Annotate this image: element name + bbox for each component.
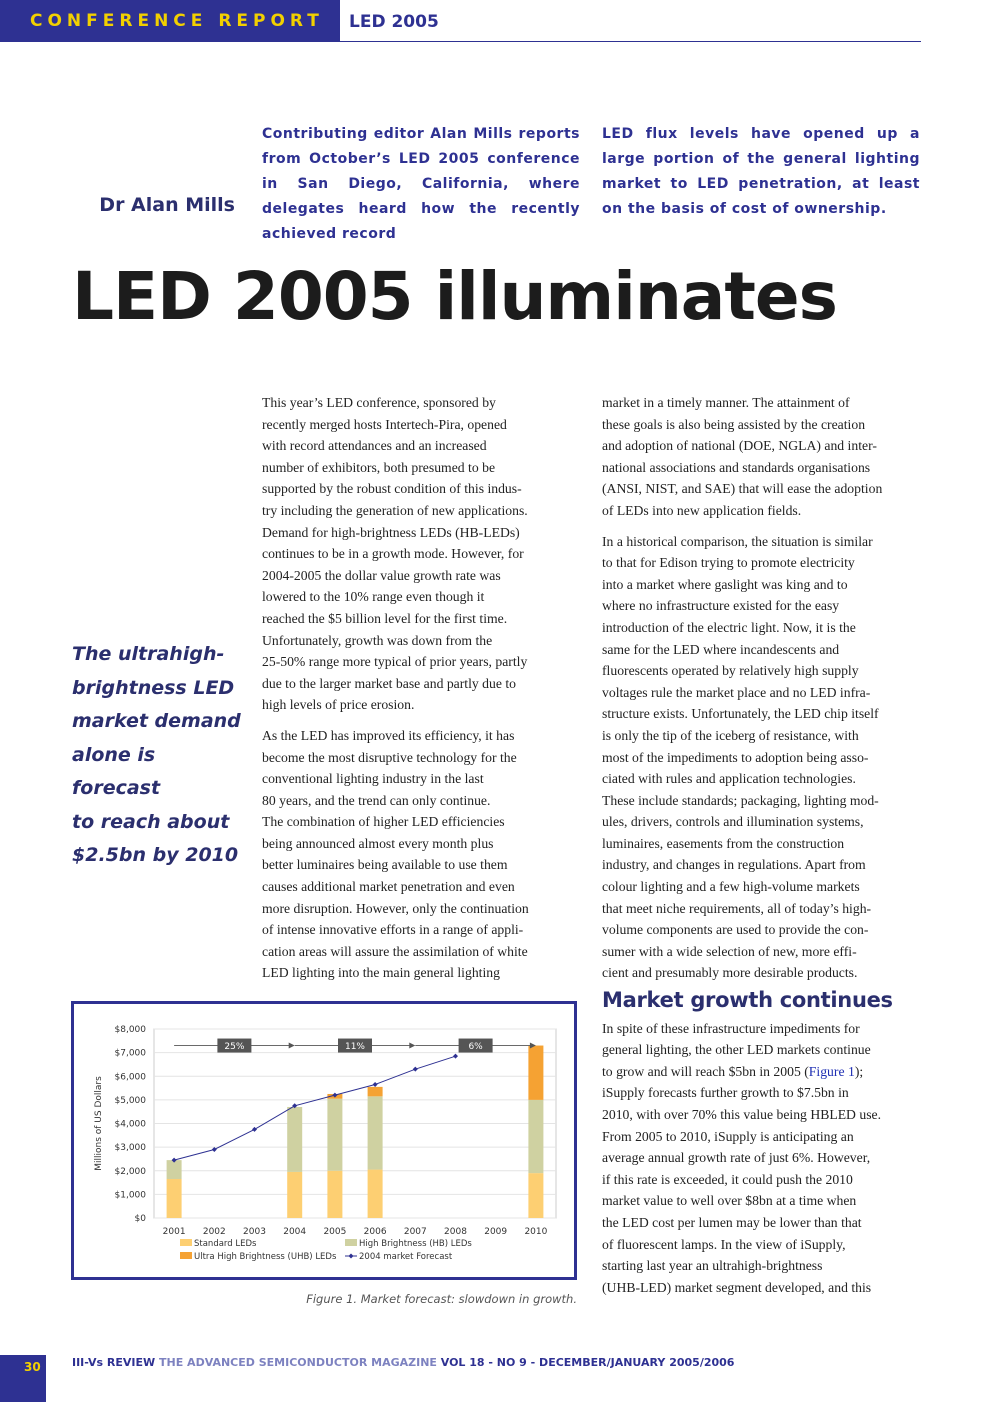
- legend-swatch-hb: [345, 1239, 357, 1246]
- article-headline: LED 2005 illuminates: [72, 258, 837, 335]
- header-label: CONFERENCE REPORT: [30, 11, 324, 31]
- x-tick-label: 2010: [524, 1227, 548, 1237]
- figure-1-link[interactable]: Figure 1: [808, 1063, 855, 1079]
- body-paragraph-2: As the LED has improved its efficiency, it has become the most disruptive technology for the conventional lighting industry in the last 80 years, and the trend can only continue. The combination of higher LED efficiencies being announced almost every month plus better luminaires being available to use them causes additional market penetration and even more disruption. However, only the continuation of intense innovative efforts in a range of appli- cation areas will assure the assimilation of white LED lighting into the main general lighting: [262, 727, 529, 981]
- market-forecast-chart: [74, 1004, 574, 1277]
- pull-quote-text: The ultrahigh- brightness LED market demand alone is forecast to reach about $2.5bn by 2010: [72, 643, 241, 866]
- body-column-2: [602, 392, 927, 1298]
- bar-standard-2010: [528, 1173, 543, 1218]
- bar-standard-2006: [368, 1170, 383, 1218]
- y-tick-label: $2,000: [114, 1166, 146, 1177]
- legend-swatch-forecast-marker: [349, 1254, 354, 1259]
- y-tick-label: $4,000: [114, 1119, 146, 1130]
- legend-swatch-uhb: [180, 1252, 192, 1259]
- y-tick-label: $1,000: [114, 1190, 146, 1201]
- bar-hb-2001: [167, 1160, 182, 1179]
- footer-magazine: III-Vs REVIEW: [72, 1356, 156, 1369]
- body-paragraph-4: In a historical comparison, the situation is similar to that for Edison trying to promote electricity into a market where gaslight was king and to where no infrastructure existed for the easy introduction of the electric light. Now, it is the same for the LED where incandescents and fluorescents operated by relatively high supply voltages rule the market place and no LED infra- structure exists. Unfortunately, the LED chip itself is only the tip of the iceberg of resistance, with most of the impediments to adoption being asso- ciated with rules and application technologies. These include standards; packaging, lighting mod- ules, drivers, controls and illumination systems, luminaires, easements from the construction industry, and changes in regulations. Apart from colour lighting and a few high-volume markets that meet niche requirements, all of today’s high- volume components are used to provide the con- sumer with a wide selection of new, more effi- cient and presumably more desirable products.: [602, 533, 879, 981]
- x-tick-label: 2004: [283, 1227, 307, 1237]
- x-tick-label: 2006: [363, 1227, 387, 1237]
- legend-label: Ultra High Brightness (UHB) LEDs: [194, 1252, 337, 1262]
- y-tick-label: $0: [134, 1214, 146, 1224]
- y-axis-label: Millions of US Dollars: [94, 1076, 104, 1171]
- bar-standard-2005: [327, 1171, 342, 1218]
- author-byline: Dr Alan Mills: [99, 194, 235, 216]
- body-column-1: [262, 392, 584, 984]
- footer-tagline: THE ADVANCED SEMICONDUCTOR MAGAZINE: [155, 1356, 437, 1369]
- x-tick-label: 2008: [444, 1227, 467, 1237]
- page-number: 30: [24, 1360, 41, 1374]
- y-tick-label: $8,000: [114, 1025, 146, 1035]
- growth-rate-label: 25%: [224, 1042, 245, 1053]
- y-tick-label: $6,000: [114, 1072, 146, 1083]
- bar-hb-2010: [528, 1100, 543, 1173]
- footer-line: [72, 1356, 734, 1369]
- standfirst-col2: LED flux levels have opened up a large portion of the general lighting market to LED penetration, at least on the basis of cost of ownership.: [602, 126, 920, 217]
- bar-hb-2005: [327, 1099, 342, 1171]
- bar-hb-2006: [368, 1096, 383, 1169]
- section-subhead: Market growth continues: [602, 988, 893, 1013]
- bar-hb-2004: [287, 1107, 302, 1172]
- header-rule: [340, 41, 921, 42]
- pull-quote: [72, 638, 242, 873]
- legend-label: 2004 market Forecast: [359, 1252, 453, 1262]
- y-tick-label: $7,000: [114, 1048, 146, 1059]
- x-tick-label: 2007: [403, 1227, 427, 1237]
- bar-standard-2004: [287, 1172, 302, 1218]
- x-tick-label: 2003: [243, 1227, 266, 1237]
- bar-uhb-2010: [528, 1046, 543, 1100]
- y-tick-label: $5,000: [114, 1095, 146, 1106]
- body-paragraph-3: market in a timely manner. The attainment of these goals is also being assisted by the creation and adoption of national (DOE, NGLA) and inter- national associations and standards organisations (ANSI, NIST, and SAE) that will ease the adoption of LEDs into new application fields.: [602, 395, 883, 518]
- growth-rate-label: 6%: [468, 1042, 483, 1053]
- y-tick-label: $3,000: [114, 1143, 146, 1154]
- legend-label: Standard LEDs: [194, 1239, 257, 1249]
- body-paragraph-5: [602, 1018, 927, 1299]
- growth-rate-label: 11%: [344, 1042, 366, 1053]
- p5-after: ); iSupply forecasts further growth to $7.5bn in 2010, with over 70% this value being HBLED use. From 2005 to 2010, iSupply is anticipating an average annual growth rate of just 6%. However, if this rate is exceeded, it could push the 2010 market value to well over $8bn at a time when the LED cost per lumen may be lower than that of fluorescent lamps. In the view of iSupply, starting last year an ultrahigh-brightness (UHB-LED) market segment developed, and this: [602, 1063, 882, 1295]
- bar-standard-2001: [167, 1179, 182, 1218]
- footer-issue: VOL 18 - NO 9 - DECEMBER/JANUARY 2005/2006: [436, 1356, 735, 1369]
- bar-uhb-2006: [368, 1087, 383, 1096]
- x-tick-label: 2005: [323, 1227, 347, 1237]
- header-section: LED 2005: [349, 12, 439, 32]
- legend-swatch-standard: [180, 1239, 192, 1246]
- legend-label: High Brightness (HB) LEDs: [359, 1239, 472, 1249]
- x-tick-label: 2009: [484, 1227, 508, 1237]
- figure-1: [71, 1001, 577, 1280]
- x-tick-label: 2002: [202, 1227, 226, 1237]
- x-tick-label: 2001: [162, 1227, 186, 1237]
- body-paragraph-1: This year’s LED conference, sponsored by recently merged hosts Intertech-Pira, opened with record attendances and an increased number of exhibitors, both presumed to be supported by the robust condition of this indus- try including the generation of new applications. Demand for high-brightness LEDs (HB-LEDs) continues to be in a growth mode. However, for 2004-2005 the dollar value growth rate was lowered to the 10% range even though it reached the $5 billion level for the first time. Unfortunately, growth was down from the 25-50% range more typical of prior years, partly due to the larger market base and partly due to high levels of price erosion.: [262, 395, 528, 713]
- p5-before: In spite of these infrastructure impediments for general lighting, the other LED markets continue to grow and will reach $5bn in 2005 (: [602, 1020, 871, 1079]
- figure-caption: Figure 1. Market forecast: slowdown in growth.: [306, 1292, 577, 1306]
- standfirst-col1: Contributing editor Alan Mills reports from October’s LED 2005 conference in San Diego, California, where delegates heard how the recently achieved record: [262, 126, 580, 242]
